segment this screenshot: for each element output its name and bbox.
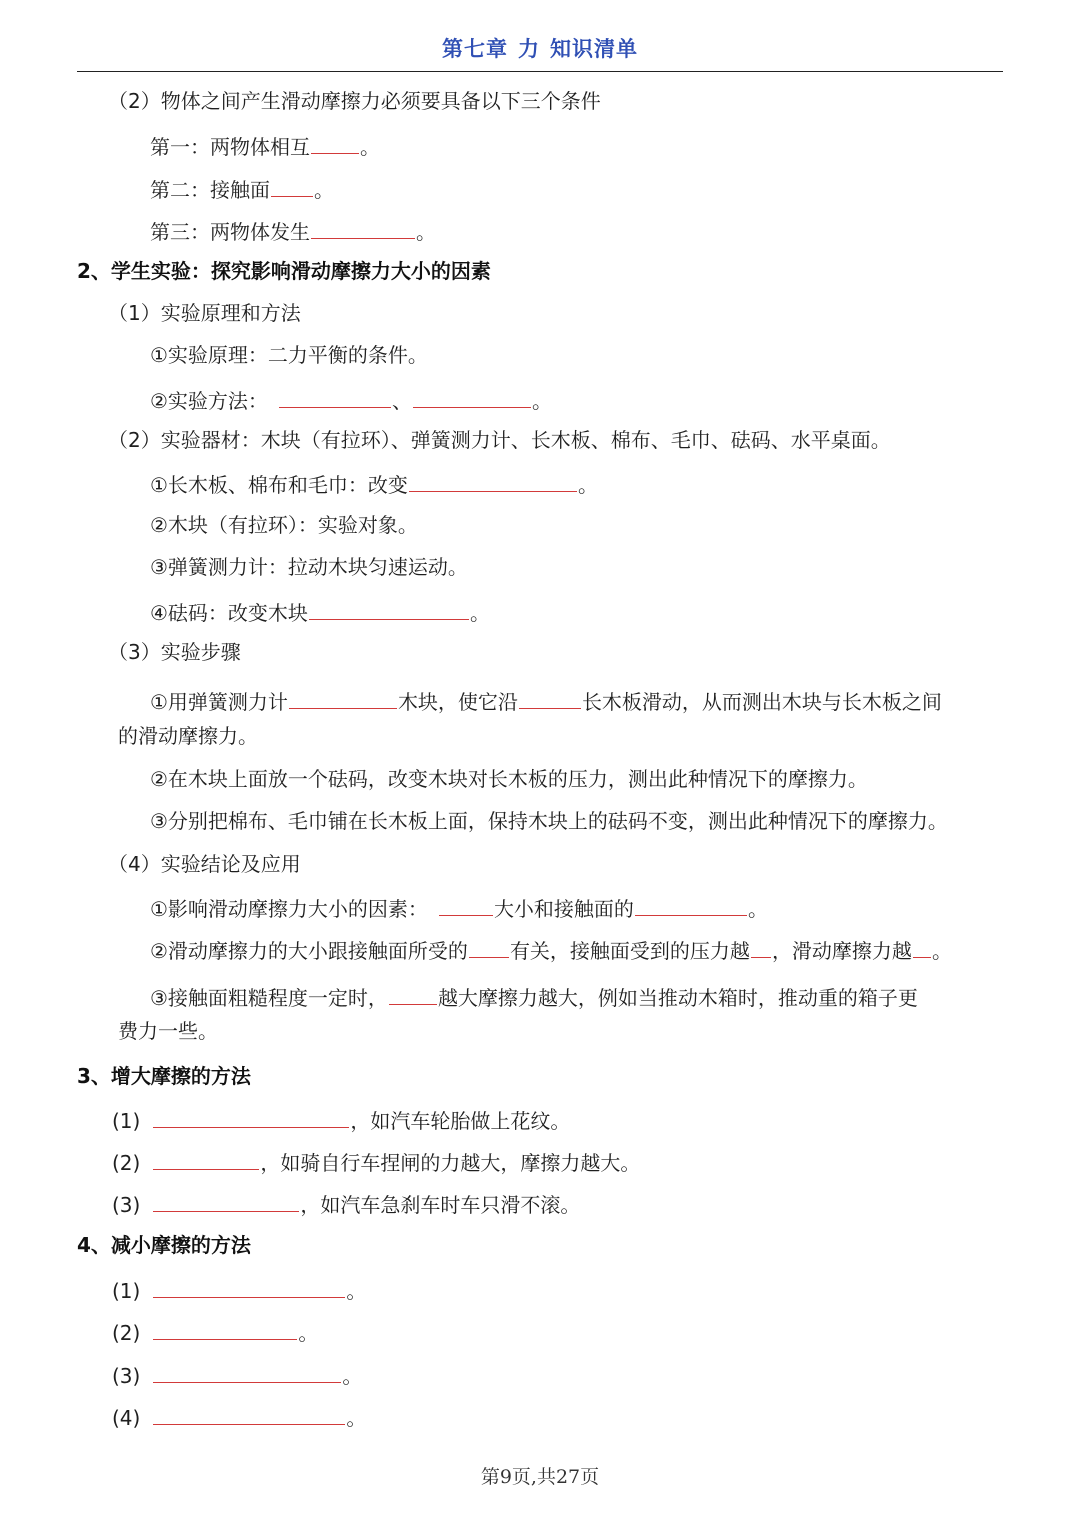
s3-item-1: (1) ，如汽车轮胎做上花纹。: [112, 1105, 570, 1134]
fill-blank[interactable]: [153, 1275, 345, 1298]
header-chapter: 第七章: [442, 37, 508, 61]
fill-blank[interactable]: [751, 935, 771, 958]
fill-blank[interactable]: [311, 216, 415, 239]
s2-part1: （1）实验原理和方法: [108, 301, 301, 325]
s2-conclusion-3-cont: 费力一些。: [118, 1019, 218, 1043]
s2-equipment-1: ①长木板、棉布和毛巾：改变 。: [150, 469, 598, 498]
s2-step-1: ①用弹簧测力计 木块，使它沿 长木板滑动，从而测出木块与长木板之间: [150, 686, 942, 715]
condition-1: 第一：两物体相互 。: [150, 131, 380, 160]
condition-3: 第三：两物体发生 。: [150, 216, 436, 245]
s2-step-2: ②在木块上面放一个砝码，改变木块对长木板的压力，测出此种情况下的摩擦力。: [150, 767, 868, 791]
fill-blank[interactable]: [153, 1189, 299, 1212]
s2-steps: （3）实验步骤: [108, 640, 241, 664]
s2-step-3: ③分别把棉布、毛巾铺在长木板上面，保持木块上的砝码不变，测出此种情况下的摩擦力。: [150, 809, 948, 833]
fill-blank[interactable]: [519, 686, 581, 709]
fill-blank[interactable]: [153, 1147, 259, 1170]
section-2-heading: 2、学生实验：探究影响滑动摩擦力大小的因素: [77, 259, 491, 283]
s2-step-1-cont: 的滑动摩擦力。: [118, 724, 258, 748]
s3-item-2: (2) ，如骑自行车捏闸的力越大，摩擦力越大。: [112, 1147, 640, 1176]
s2-equipment: （2）实验器材：木块（有拉环）、弹簧测力计、长木板、棉布、毛巾、砝码、水平桌面。: [108, 428, 891, 452]
header-divider: [77, 71, 1003, 72]
fill-blank[interactable]: [153, 1360, 341, 1383]
s2-equipment-4: ④砝码：改变木块 。: [150, 597, 490, 626]
header-topic: 力: [518, 37, 540, 61]
fill-blank[interactable]: [913, 935, 931, 958]
fill-blank[interactable]: [153, 1105, 349, 1128]
s4-item-2: (2) 。: [112, 1317, 318, 1346]
s3-item-3: (3) ，如汽车急刹车时车只滑不滚。: [112, 1189, 580, 1218]
page-header-title: [0, 33, 1080, 63]
fill-blank[interactable]: [439, 893, 493, 916]
s2-equipment-2: ②木块（有拉环）：实验对象。: [150, 513, 418, 537]
fill-blank[interactable]: [279, 385, 391, 408]
s4-item-1: (1) 。: [112, 1275, 366, 1304]
page-number: 第9页,共27页: [480, 1466, 600, 1488]
s2-equipment-3: ③弹簧测力计：拉动木块匀速运动。: [150, 555, 468, 579]
fill-blank[interactable]: [153, 1402, 345, 1425]
section-3-heading: 3、增大摩擦的方法: [77, 1064, 251, 1088]
fill-blank[interactable]: [389, 982, 437, 1005]
fill-blank[interactable]: [409, 469, 577, 492]
fill-blank[interactable]: [153, 1317, 297, 1340]
condition-2: 第二：接触面 。: [150, 174, 334, 203]
s2-method: ②实验方法： 、 。: [150, 385, 552, 414]
section-4-heading: 4、减小摩擦的方法: [77, 1233, 251, 1257]
header-subtitle: 知识清单: [550, 37, 638, 61]
fill-blank[interactable]: [309, 597, 469, 620]
s4-item-3: (3) 。: [112, 1360, 362, 1389]
s2-principle: ①实验原理：二力平衡的条件。: [150, 343, 428, 367]
fill-blank[interactable]: [413, 385, 531, 408]
fill-blank[interactable]: [311, 131, 359, 154]
fill-blank[interactable]: [635, 893, 747, 916]
s4-item-4: (4) 。: [112, 1402, 366, 1431]
s2-conclusion-2: ②滑动摩擦力的大小跟接触面所受的 有关，接触面受到的压力越 ，滑动摩擦力越 。: [150, 935, 952, 964]
condition-intro: （2）物体之间产生滑动摩擦力必须要具备以下三个条件: [108, 89, 601, 113]
fill-blank[interactable]: [289, 686, 397, 709]
fill-blank[interactable]: [271, 174, 313, 197]
s2-conclusion: （4）实验结论及应用: [108, 852, 301, 876]
s2-conclusion-1: ①影响滑动摩擦力大小的因素： 大小和接触面的 。: [150, 893, 768, 922]
s2-conclusion-3: ③接触面粗糙程度一定时， 越大摩擦力越大，例如当推动木箱时，推动重的箱子更: [150, 982, 918, 1011]
fill-blank[interactable]: [469, 935, 509, 958]
